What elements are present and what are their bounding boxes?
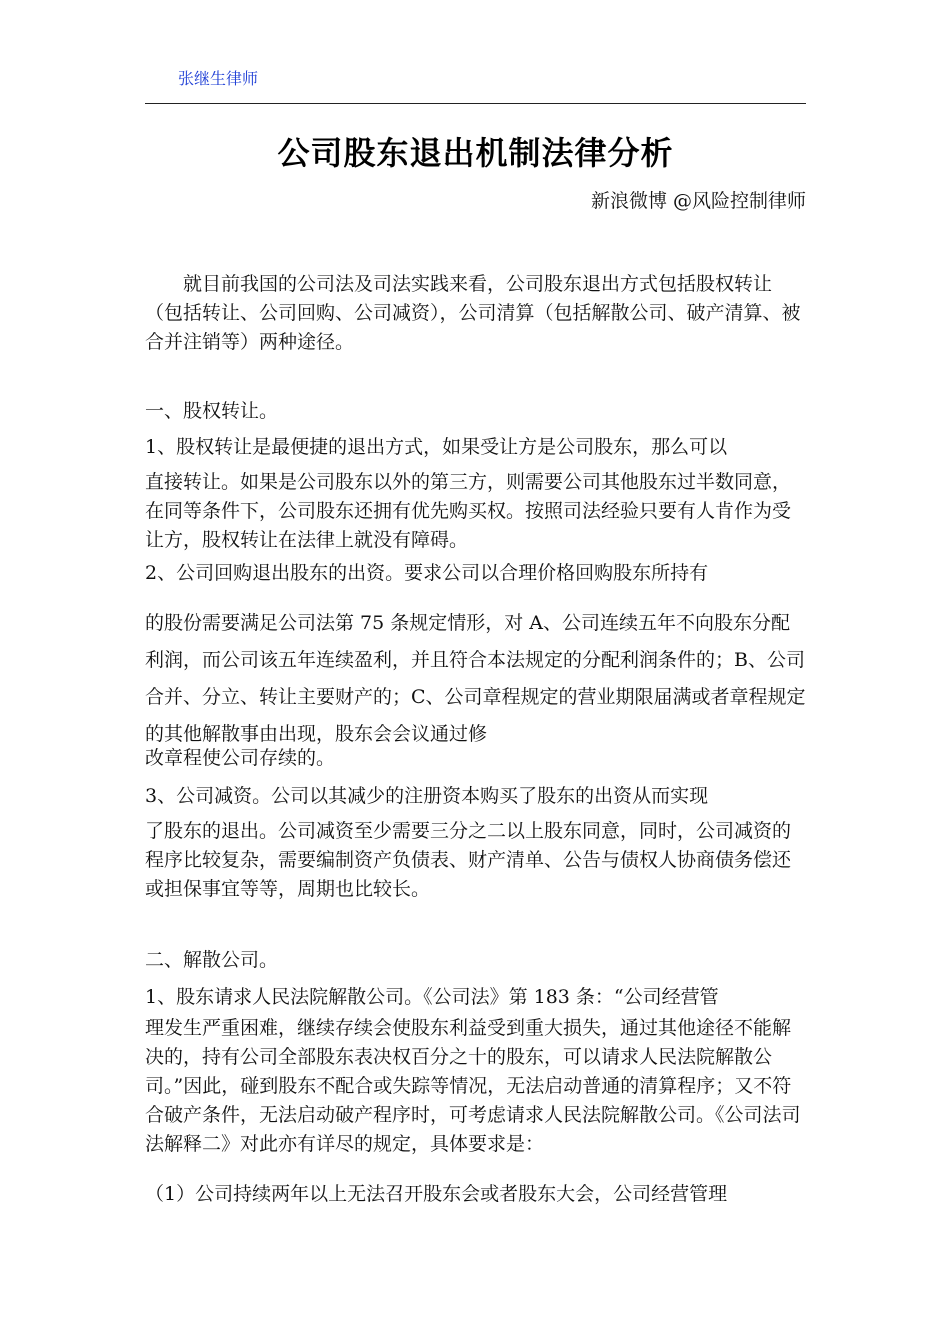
- paragraph-body: 直接转让。如果是公司股东以外的第三方，则需要公司其他股东过半数同意，在同等条件下，公司股东还拥有优先购买权。按照司法经验只要有人肯作为受让方，股权转让在法律上就没有障碍。: [145, 471, 792, 551]
- paragraph-line: 1、股东请求人民法院解散公司。《公司法》第 183 条：“公司经营管: [145, 986, 719, 1008]
- header-divider: [145, 103, 806, 104]
- paragraph-body: 理发生严重困难，继续存续会使股东利益受到重大损失，通过其他途径不能解决的，持有公司全部股东表决权百分之十的股东，可以请求人民法院解散公司。”因此，碰到股东不配合或失踪等情况，无法启动普通的清算程序；又不符合破产条件，无法启动破产程序时，可考虑请求人民法院解散公司。《公司法司法解释二》对此亦有详尽的规定，具体要求是：: [145, 1017, 801, 1155]
- paragraph-line: 2、公司回购退出股东的出资。要求公司以合理价格回购股东所持有: [145, 562, 709, 584]
- header-author-link[interactable]: 张继生律师: [178, 69, 259, 88]
- paragraph-body: 了股东的退出。公司减资至少需要三分之二以上股东同意，同时，公司减资的程序比较复杂，需要编制资产负债表、财产清单、公告与债权人协商债务偿还或担保事宜等等，周期也比较长。: [145, 820, 792, 900]
- paragraph-line: 3、公司减资。公司以其减少的注册资本购买了股东的出资从而实现: [145, 785, 709, 807]
- document-byline: 新浪微博 @风险控制律师: [590, 190, 806, 212]
- section-heading-dissolution: 二、解散公司。: [145, 949, 279, 971]
- paragraph-line: 1、股权转让是最便捷的退出方式，如果受让方是公司股东，那么可以: [145, 436, 728, 458]
- section-heading-equity-transfer: 一、股权转让。: [145, 400, 279, 422]
- list-item: （1）公司持续两年以上无法召开股东会或者股东大会，公司经营管理: [145, 1183, 728, 1205]
- intro-paragraph: 就目前我国的公司法及司法实践来看，公司股东退出方式包括股权转让（包括转让、公司回购、公司减资），公司清算（包括解散公司、破产清算、被合并注销等）两种途径。: [145, 273, 801, 353]
- paragraph-body: 的股份需要满足公司法第 75 条规定情形，对 A、公司连续五年不向股东分配利润，而公司该五年连续盈利，并且符合本法规定的分配利润条件的；B、公司合并、分立、转让主要财产的；C、公司章程规定的营业期限届满或者章程规定的其他解散事由出现，股东会会议通过修: [145, 612, 806, 745]
- paragraph-body: 改章程使公司存续的。: [145, 747, 336, 769]
- document-title: 公司股东退出机制法律分析: [277, 134, 674, 172]
